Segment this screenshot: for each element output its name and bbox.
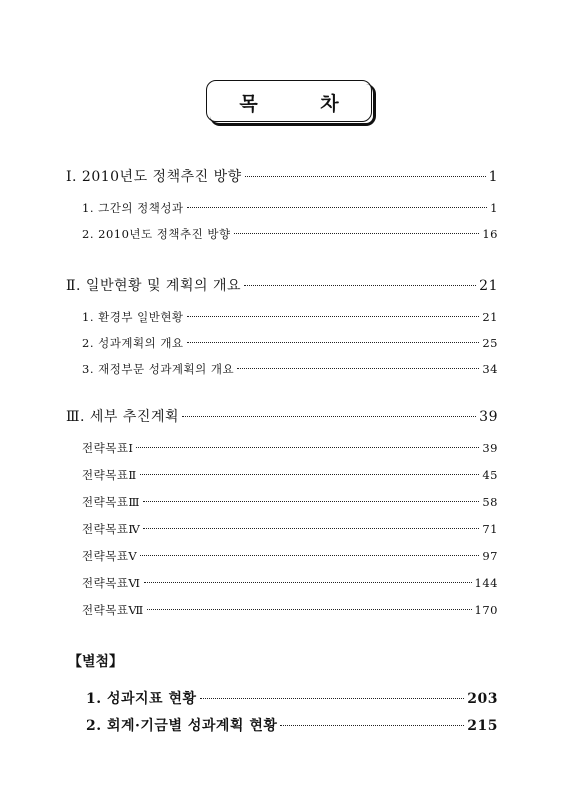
appendix-item[interactable]	[86, 715, 498, 735]
section-label: Ⅱ. 일반현황 및 계획의 개요	[66, 278, 242, 294]
item-label: 전략목표Ⅵ	[82, 576, 141, 590]
leader-dots	[136, 447, 479, 448]
leader-dots	[237, 368, 479, 369]
item-label: 2. 2010년도 정책추진 방향	[82, 227, 231, 241]
toc-title: 목 차	[239, 93, 367, 115]
leader-dots	[187, 316, 480, 317]
page-number: 25	[482, 336, 498, 350]
page-number: 215	[467, 718, 498, 734]
item-label: 전략목표Ⅲ	[82, 495, 141, 509]
toc-item[interactable]	[82, 575, 498, 591]
toc-title-box	[206, 80, 372, 122]
page-number: 97	[482, 549, 498, 563]
toc-item[interactable]	[82, 361, 498, 377]
page-number: 58	[482, 495, 498, 509]
page-number: 39	[479, 409, 498, 425]
page-number: 71	[482, 522, 498, 536]
toc-item[interactable]	[82, 521, 498, 537]
leader-dots	[234, 233, 480, 234]
toc-section-2[interactable]	[66, 275, 498, 295]
item-label: 1. 그간의 정책성과	[82, 201, 184, 215]
leader-dots	[147, 609, 472, 610]
page-number: 203	[467, 691, 498, 707]
toc-item[interactable]	[82, 200, 498, 216]
item-label: 3. 재정부문 성과계획의 개요	[82, 362, 235, 376]
item-label: 2. 회계·기금별 성과계획 현황	[86, 718, 278, 734]
toc-item[interactable]	[82, 226, 498, 242]
toc-section-3[interactable]	[66, 406, 498, 426]
item-label: 전략목표Ⅰ	[82, 441, 134, 455]
page-number: 144	[474, 576, 498, 590]
page-number: 45	[482, 468, 498, 482]
leader-dots	[140, 555, 479, 556]
section-label: Ⅲ. 세부 추진계획	[66, 409, 179, 425]
page-number: 21	[482, 310, 498, 324]
leader-dots	[143, 501, 479, 502]
leader-dots	[244, 285, 476, 286]
toc-section-1[interactable]	[66, 166, 498, 186]
page-number: 16	[482, 227, 498, 241]
page-number: 21	[479, 278, 498, 294]
item-label: 전략목표Ⅶ	[82, 603, 144, 617]
page-number: 34	[482, 362, 498, 376]
leader-dots	[280, 725, 464, 726]
toc-item[interactable]	[82, 440, 498, 456]
appendix-heading: 【별첨】	[68, 654, 124, 670]
item-label: 전략목표Ⅴ	[82, 549, 138, 563]
leader-dots	[187, 342, 480, 343]
item-label: 1. 환경부 일반현황	[82, 310, 184, 324]
toc-item[interactable]	[82, 467, 498, 483]
leader-dots	[182, 416, 476, 417]
leader-dots	[140, 474, 480, 475]
toc-item[interactable]	[82, 309, 498, 325]
leader-dots	[245, 176, 486, 177]
leader-dots	[143, 528, 479, 529]
leader-dots	[187, 207, 488, 208]
leader-dots	[144, 582, 472, 583]
item-label: 1. 성과지표 현황	[86, 691, 197, 707]
page-number: 170	[474, 603, 498, 617]
page-number: 39	[482, 441, 498, 455]
item-label: 2. 성과계획의 개요	[82, 336, 184, 350]
item-label: 전략목표Ⅱ	[82, 468, 137, 482]
item-label: 전략목표Ⅳ	[82, 522, 141, 536]
page-number: 1	[488, 169, 498, 185]
leader-dots	[200, 698, 465, 699]
toc-item[interactable]	[82, 548, 498, 564]
appendix-item[interactable]	[86, 688, 498, 708]
toc-item[interactable]	[82, 335, 498, 351]
toc-item[interactable]	[82, 494, 498, 510]
page-number: 1	[490, 201, 498, 215]
toc-item[interactable]	[82, 602, 498, 618]
section-label: Ⅰ. 2010년도 정책추진 방향	[66, 169, 242, 185]
